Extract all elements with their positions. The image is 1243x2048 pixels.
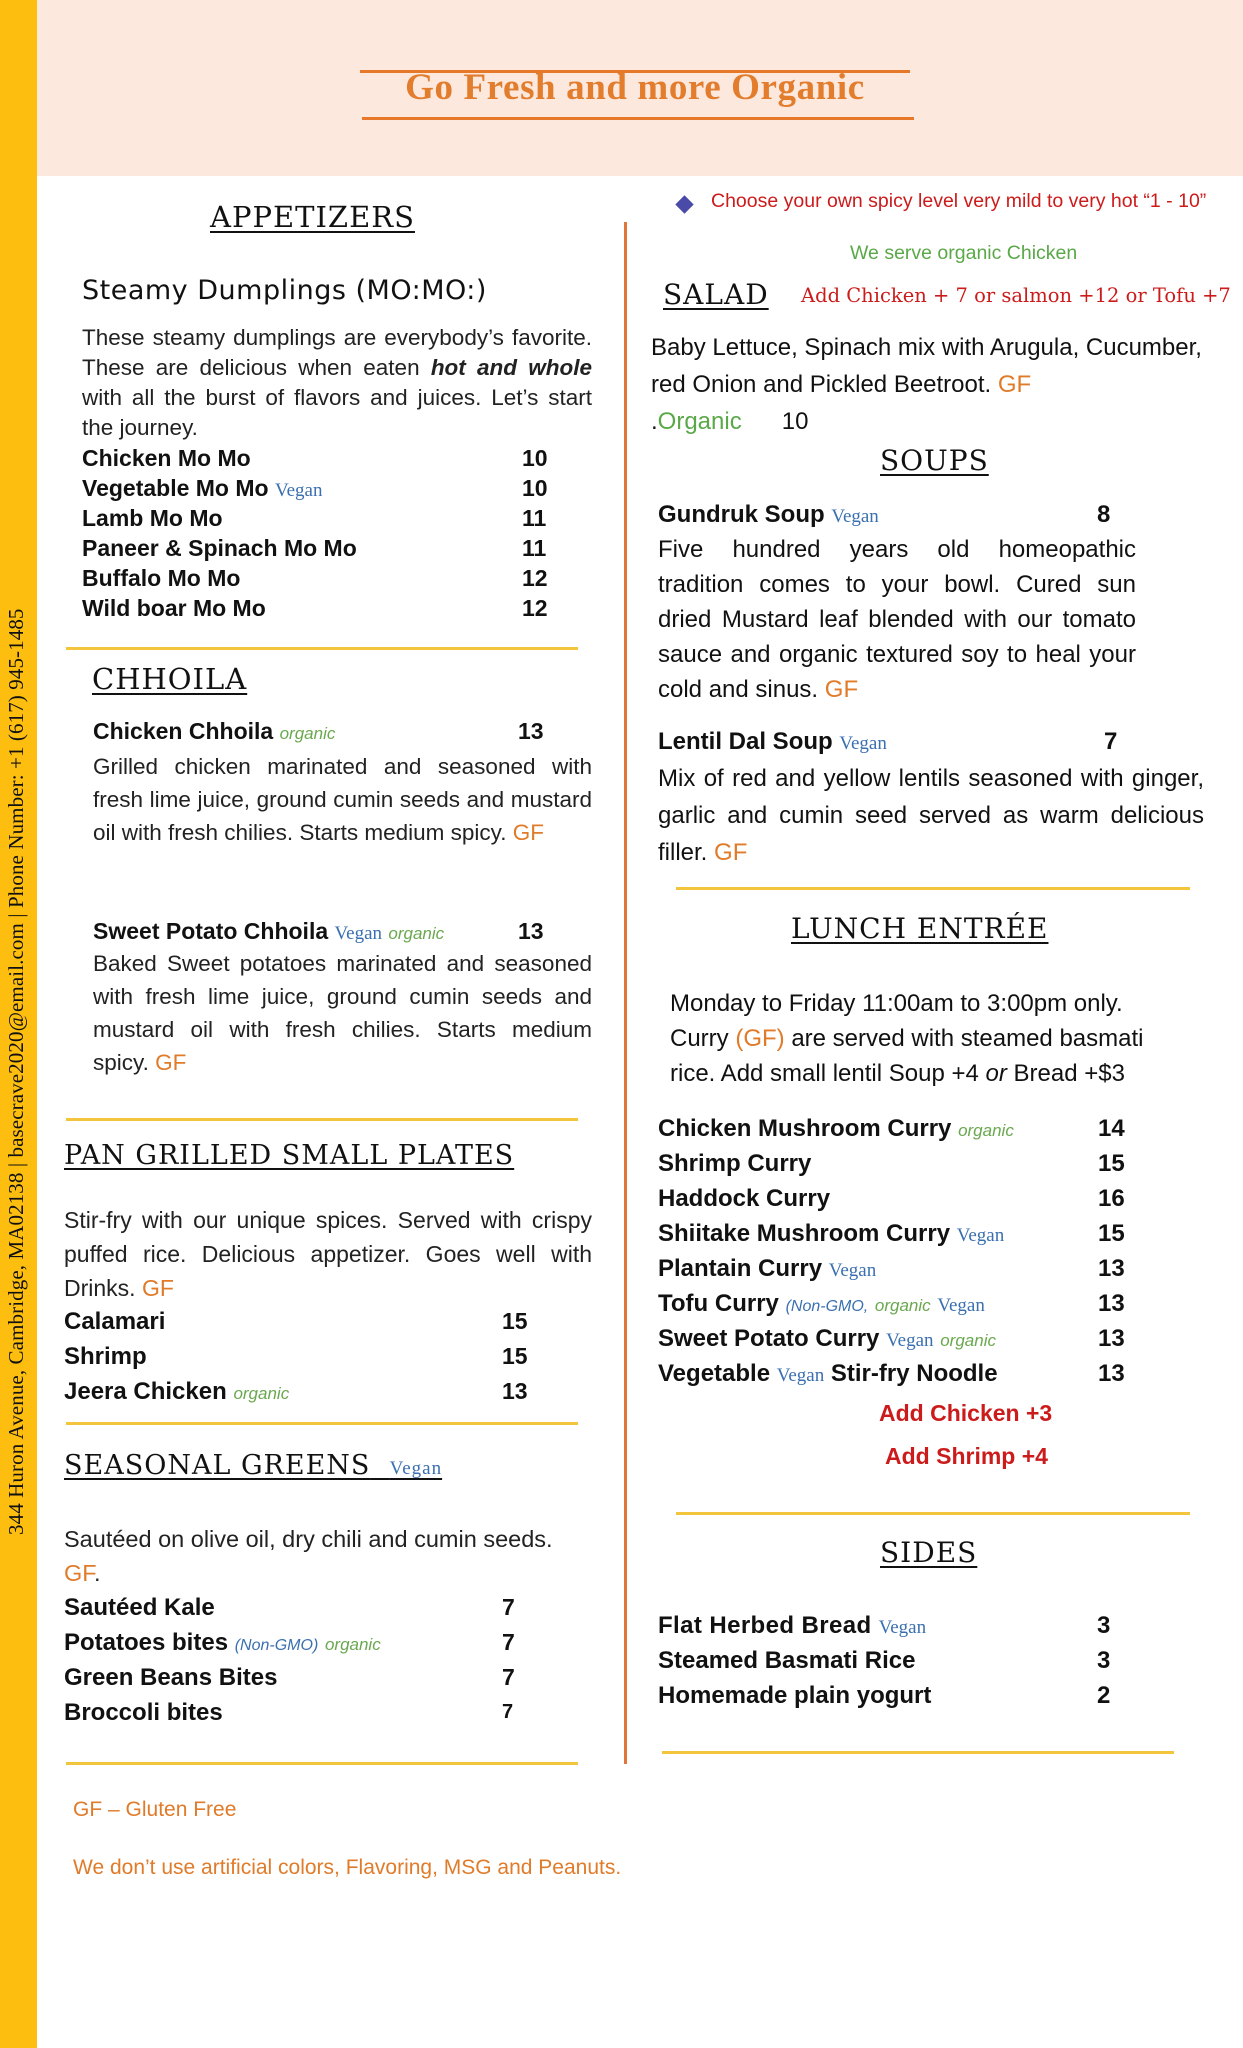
vegan-tag: Vegan bbox=[274, 480, 323, 501]
menu-item: Paneer & Spinach Mo Mo bbox=[82, 535, 357, 561]
organic-tag: organic bbox=[940, 1331, 996, 1350]
menu-item: Shiitake Mushroom Curry Vegan bbox=[658, 1220, 1005, 1247]
seasonal-greens-description: Sautéed on olive oil, dry chili and cumin seeds. GF. bbox=[64, 1526, 553, 1586]
organic-tag: organic bbox=[958, 1121, 1014, 1140]
menu-item: Vegetable Vegan Stir-fry Noodle bbox=[658, 1360, 998, 1387]
section-heading-seasonal-greens: SEASONAL GREENS Vegan bbox=[64, 1450, 443, 1481]
salad-addons: Add Chicken + 7 or salmon +12 or Tofu +7 bbox=[801, 284, 1231, 307]
menu-item: Lentil Dal Soup Vegan bbox=[658, 728, 887, 755]
pan-grilled-description: Stir-fry with our unique spices. Served with crispy puffed rice. Delicious appetizer. Goes well with Drinks. GF bbox=[64, 1207, 592, 1301]
spicy-level-note: Choose your own spicy level very mild to very hot “1 - 10” bbox=[711, 190, 1207, 212]
menu-price: 7 bbox=[1104, 728, 1118, 755]
gundruk-soup-description: Five hundred years old homeopathic tradition comes to your bowl. Cured sun dried Mustard leaf blended with our tomato sauce and organic textured soy to heal your cold and sinus. GF bbox=[658, 536, 1136, 703]
menu-price: 8 bbox=[1097, 501, 1111, 528]
menu-item: Plantain Curry Vegan bbox=[658, 1255, 877, 1282]
menu-item: Tofu Curry (Non-GMO, organic Vegan bbox=[658, 1290, 985, 1317]
menu-price: 15 bbox=[1098, 1220, 1125, 1247]
organic-tag: organic bbox=[388, 924, 445, 943]
gluten-free-note: GF – Gluten Free bbox=[73, 1798, 237, 1821]
vegan-tag: Vegan bbox=[956, 1225, 1005, 1246]
dumplings-heading: Steamy Dumplings (MO:MO:) bbox=[82, 275, 487, 306]
menu-item: Homemade plain yogurt bbox=[658, 1682, 932, 1709]
diamond-bullet-icon bbox=[675, 195, 693, 213]
salad-description: Baby Lettuce, Spinach mix with Arugula, Cucumber, red Onion and Pickled Beetroot. GF .Organic 10 bbox=[651, 334, 1202, 435]
non-gmo-tag: (Non-GMO) bbox=[234, 1637, 319, 1654]
section-heading-lunch-entree: LUNCH ENTRÉE bbox=[791, 912, 1049, 945]
no-artificial-note: We don’t use artificial colors, Flavoring, MSG and Peanuts. bbox=[73, 1856, 622, 1879]
menu-price: 11 bbox=[522, 505, 547, 531]
section-heading-sides: SIDES bbox=[880, 1536, 978, 1569]
menu-item: Jeera Chicken organic bbox=[64, 1378, 290, 1405]
menu-item: Chicken Chhoila organic bbox=[93, 718, 336, 744]
menu-price: 13 bbox=[1098, 1290, 1125, 1317]
menu-price: 16 bbox=[1098, 1185, 1125, 1212]
menu-item: Flat Herbed Bread Vegan bbox=[658, 1612, 927, 1639]
menu-price: 11 bbox=[522, 535, 547, 561]
vegan-tag: Vegan bbox=[839, 733, 887, 754]
section-heading-chhoila: CHHOILA bbox=[92, 662, 248, 696]
menu-price: 10 bbox=[522, 475, 548, 501]
menu-item: Green Beans Bites bbox=[64, 1664, 278, 1691]
menu-item: Steamed Basmati Rice bbox=[658, 1647, 916, 1674]
menu-item: Gundruk Soup Vegan bbox=[658, 501, 879, 528]
menu-price: 15 bbox=[502, 1308, 528, 1334]
menu-item: Wild boar Mo Mo bbox=[82, 595, 266, 621]
menu-item: Lamb Mo Mo bbox=[82, 505, 223, 531]
organic-chicken-note: We serve organic Chicken bbox=[850, 242, 1078, 264]
menu-item: Broccoli bites bbox=[64, 1699, 223, 1726]
menu-item: Buffalo Mo Mo bbox=[82, 565, 241, 591]
menu-price: 13 bbox=[1098, 1360, 1125, 1387]
menu-price: 15 bbox=[1098, 1150, 1125, 1177]
organic-tag: organic bbox=[874, 1296, 931, 1315]
menu-item: Sweet Potato Chhoila Vegan organic bbox=[93, 918, 445, 944]
vegan-tag: Vegan bbox=[886, 1330, 934, 1351]
vegan-tag: Vegan bbox=[389, 1458, 443, 1479]
menu-price: 7 bbox=[502, 1629, 515, 1655]
menu-item: Sautéed Kale bbox=[64, 1594, 215, 1621]
vegan-tag: Vegan bbox=[878, 1617, 927, 1638]
section-divider bbox=[676, 1512, 1190, 1515]
section-divider bbox=[66, 1422, 578, 1425]
menu-item: Shrimp Curry bbox=[658, 1150, 812, 1177]
section-divider bbox=[662, 1751, 1174, 1754]
chicken-chhoila-description: Grilled chicken marinated and seasoned with fresh lime juice, ground cumin seeds and mustard oil with fresh chilies. Starts medium spicy. GF bbox=[93, 754, 592, 845]
section-divider bbox=[66, 1762, 578, 1765]
organic-tag: organic bbox=[233, 1384, 290, 1403]
menu-item: Vegetable Mo Mo Vegan bbox=[82, 475, 323, 501]
menu-price: 12 bbox=[522, 565, 548, 591]
vegan-tag: Vegan bbox=[831, 506, 879, 527]
vegan-tag: Vegan bbox=[776, 1365, 825, 1386]
section-heading-pan-grilled: PAN GRILLED SMALL PLATES bbox=[64, 1140, 515, 1171]
menu-item: Chicken Mushroom Curry organic bbox=[658, 1115, 1014, 1142]
add-chicken-note: Add Chicken +3 bbox=[879, 1400, 1053, 1426]
vegan-tag: Vegan bbox=[828, 1260, 877, 1281]
menu-price: 3 bbox=[1097, 1612, 1111, 1639]
menu-price: 3 bbox=[1097, 1647, 1111, 1674]
column-divider bbox=[624, 222, 627, 1764]
dumplings-description: These steamy dumplings are everybody’s favorite. These are delicious when eaten hot and whole with all the burst of flavors and juices. Let’s start the journey. bbox=[82, 325, 592, 440]
menu-price: 13 bbox=[502, 1378, 528, 1404]
menu-price: 14 bbox=[1098, 1115, 1125, 1142]
sweet-potato-chhoila-description: Baked Sweet potatoes marinated and seasoned with fresh lime juice, ground cumin seeds and mustard oil with fresh chilies. Starts medium spicy. GF bbox=[93, 951, 592, 1075]
vegan-tag: Vegan bbox=[334, 923, 383, 944]
menu-item: Potatoes bites (Non-GMO) organic bbox=[64, 1629, 381, 1656]
lunch-description: Monday to Friday 11:00am to 3:00pm only. Curry (GF) are served with steamed basmati rice. Add small lentil Soup +4 or Bread +$3 bbox=[670, 990, 1144, 1087]
menu-price: 7 bbox=[502, 1701, 514, 1723]
menu-item: Shrimp bbox=[64, 1343, 147, 1370]
contact-info: 344 Huron Avenue, Cambridge, MA02138 | basecrave2020@email.com | Phone Number: +1 (617) 945-1485 bbox=[4, 608, 28, 1535]
title-rule-bottom bbox=[362, 117, 914, 120]
section-heading-appetizers: APPETIZERS bbox=[210, 200, 415, 234]
menu-price: 13 bbox=[518, 718, 544, 744]
menu-price: 13 bbox=[518, 918, 544, 944]
menu-item: Calamari bbox=[64, 1308, 166, 1335]
vegan-tag: Vegan bbox=[937, 1295, 985, 1316]
lentil-soup-description: Mix of red and yellow lentils seasoned with ginger, garlic and cumin seed served as warm delicious filler. GF bbox=[658, 765, 1204, 866]
menu-item: Chicken Mo Mo bbox=[82, 445, 251, 471]
organic-tag: organic bbox=[279, 724, 336, 743]
add-shrimp-note: Add Shrimp +4 bbox=[885, 1443, 1048, 1469]
non-gmo-tag: (Non-GMO, bbox=[785, 1298, 869, 1315]
section-divider bbox=[66, 647, 578, 650]
menu-price: 13 bbox=[1098, 1325, 1125, 1352]
menu-price: 13 bbox=[1098, 1255, 1125, 1282]
menu-price: 2 bbox=[1097, 1682, 1111, 1709]
menu-price: 10 bbox=[522, 445, 548, 471]
menu-price: 12 bbox=[522, 595, 548, 621]
menu-price: 7 bbox=[502, 1594, 515, 1620]
page-title: Go Fresh and more Organic bbox=[405, 67, 865, 108]
section-heading-soups: SOUPS bbox=[880, 444, 989, 477]
menu-item: Haddock Curry bbox=[658, 1185, 831, 1212]
section-heading-salad: SALAD bbox=[663, 278, 769, 311]
organic-tag: organic bbox=[324, 1635, 381, 1654]
menu-price: 7 bbox=[502, 1664, 515, 1690]
menu-item: Sweet Potato Curry Vegan organic bbox=[658, 1325, 996, 1352]
menu-price: 15 bbox=[502, 1343, 528, 1369]
section-divider bbox=[676, 887, 1190, 890]
section-divider bbox=[66, 1118, 578, 1121]
